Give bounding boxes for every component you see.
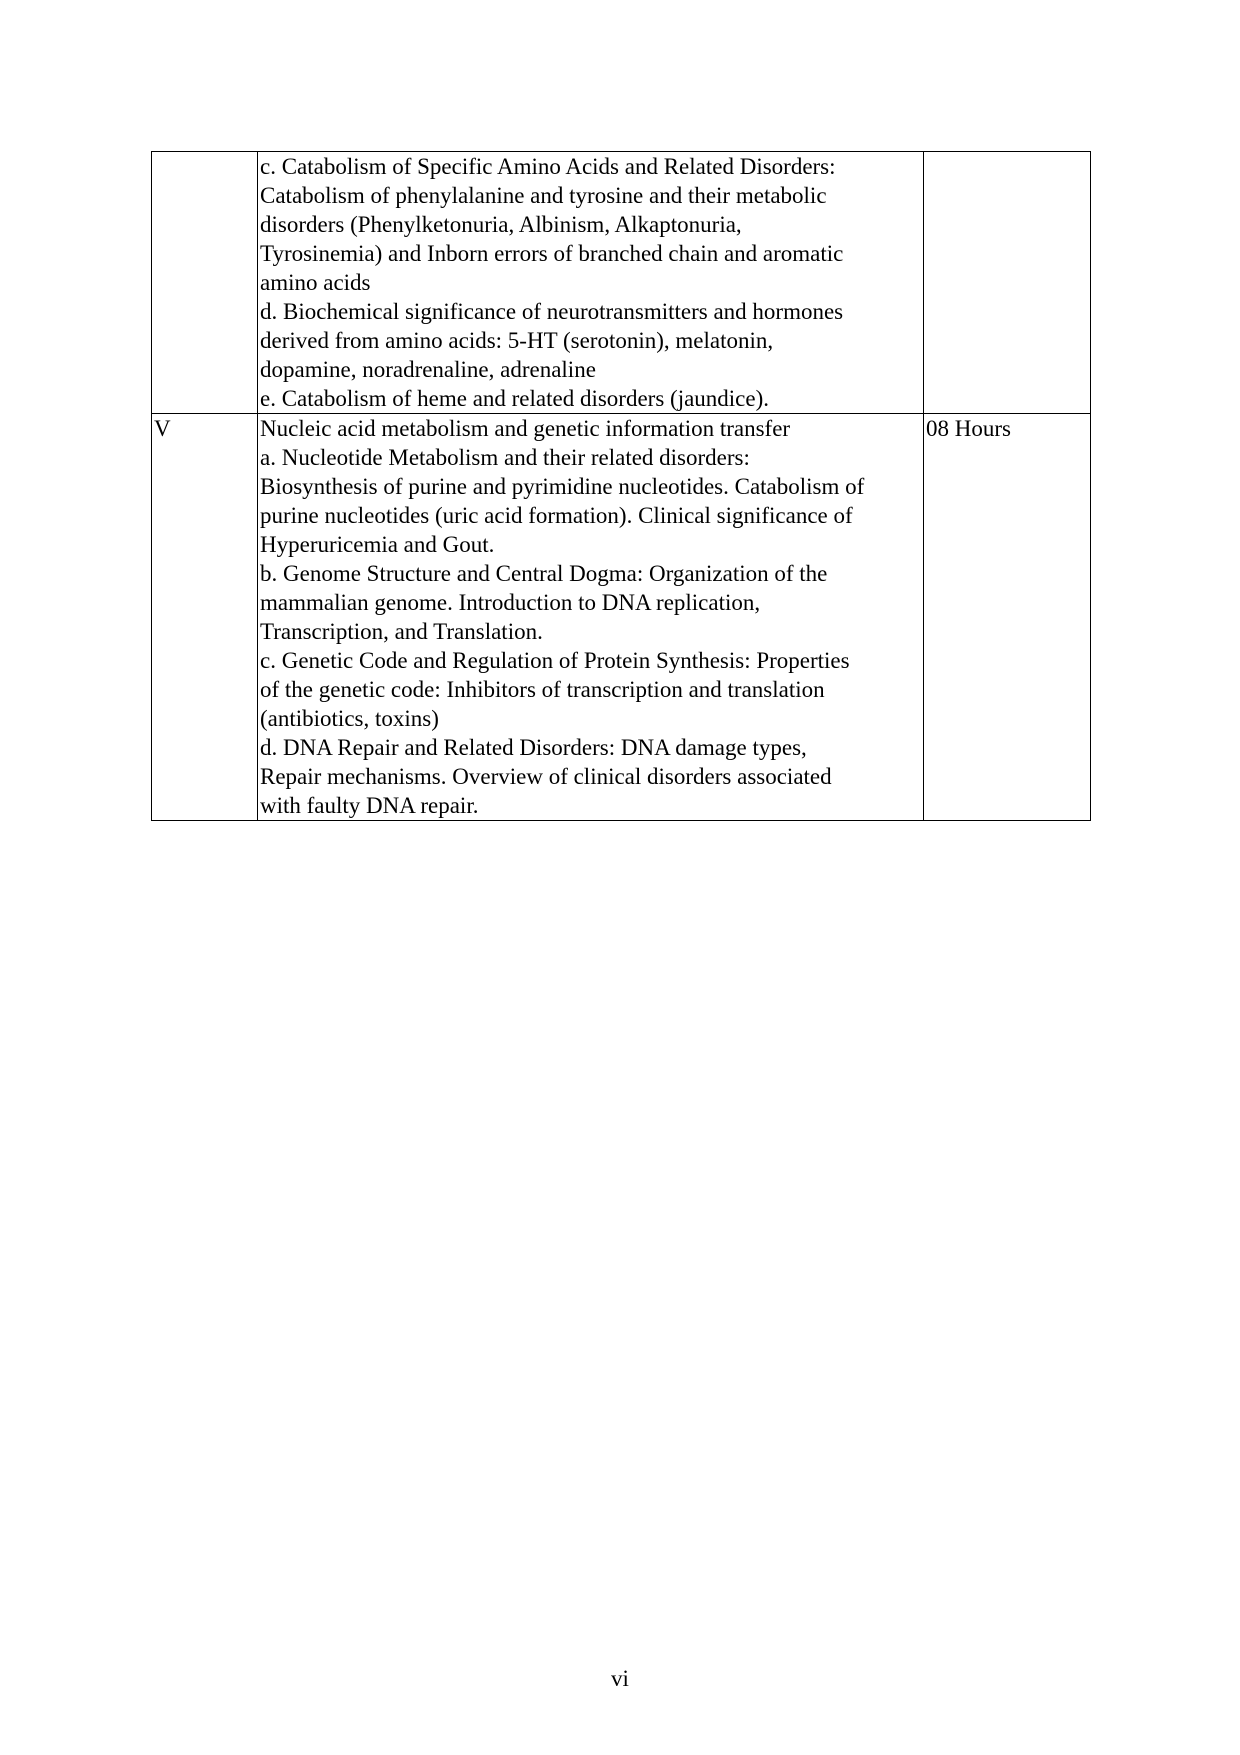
hours-cell: 08 Hours <box>924 414 1091 821</box>
content-line: Nucleic acid metabolism and genetic information transfer <box>260 416 791 441</box>
content-line: Biosynthesis of purine and pyrimidine nucleotides. Catabolism of <box>260 474 865 499</box>
content-line: mammalian genome. Introduction to DNA replication, <box>260 590 761 615</box>
content-line: Hyperuricemia and Gout. <box>260 532 495 557</box>
content-cell <box>258 152 924 414</box>
content-cell <box>258 414 924 821</box>
table-row <box>152 414 1091 821</box>
content-line: Repair mechanisms. Overview of clinical disorders associated <box>260 764 832 789</box>
content-line: Catabolism of phenylalanine and tyrosine and their metabolic <box>260 183 827 208</box>
content-line: disorders (Phenylketonuria, Albinism, Alkaptonuria, <box>260 212 742 237</box>
content-line: d. DNA Repair and Related Disorders: DNA damage types, <box>260 735 807 760</box>
unit-cell: V <box>152 414 258 821</box>
content-line: dopamine, noradrenaline, adrenaline <box>260 357 596 382</box>
content-line: e. Catabolism of heme and related disorders (jaundice). <box>260 386 770 411</box>
content-line: a. Nucleotide Metabolism and their related disorders: <box>260 445 750 470</box>
hours-cell <box>924 152 1091 414</box>
content-line: c. Catabolism of Specific Amino Acids and Related Disorders: <box>260 154 836 179</box>
content-line: d. Biochemical significance of neurotransmitters and hormones <box>260 299 844 324</box>
content-line: purine nucleotides (uric acid formation). Clinical significance of <box>260 503 853 528</box>
content-line: b. Genome Structure and Central Dogma: Organization of the <box>260 561 828 586</box>
page-number: vi <box>611 1666 629 1691</box>
content-line: (antibiotics, toxins) <box>260 706 439 731</box>
table-row <box>152 152 1091 414</box>
content-line: Transcription, and Translation. <box>260 619 543 644</box>
content-line: of the genetic code: Inhibitors of transcription and translation <box>260 677 825 702</box>
content-line: c. Genetic Code and Regulation of Protein Synthesis: Properties <box>260 648 850 673</box>
content-line: with faulty DNA repair. <box>260 793 479 818</box>
syllabus-table <box>151 151 1091 821</box>
content-line: amino acids <box>260 270 371 295</box>
content-line: Tyrosinemia) and Inborn errors of branched chain and aromatic <box>260 241 844 266</box>
content-line: derived from amino acids: 5-HT (serotonin), melatonin, <box>260 328 774 353</box>
unit-cell <box>152 152 258 414</box>
